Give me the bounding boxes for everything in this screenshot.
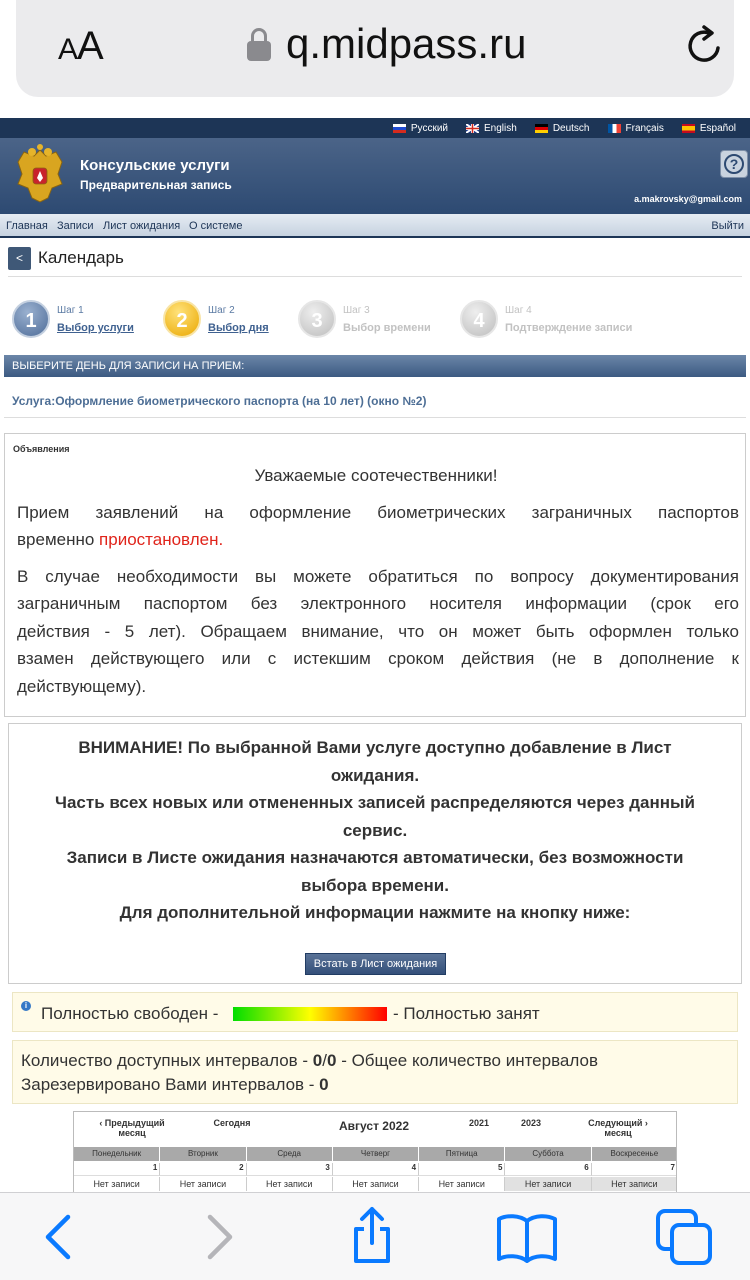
nav-home[interactable]: Главная	[6, 220, 48, 232]
announcement-line: действия - 5 лет). Обращаем внимание, что он может быть оформлен только	[17, 622, 739, 641]
address-bar[interactable]	[16, 0, 734, 97]
forward-arrow-icon[interactable]	[188, 1205, 252, 1269]
page-title: Календарь	[38, 248, 124, 267]
announcement-heading: Уважаемые соотечественники!	[254, 466, 498, 485]
divider	[4, 417, 746, 418]
step-2-name[interactable]: Выбор дня	[208, 322, 269, 334]
lang-russian[interactable]: Русский	[393, 123, 448, 134]
day-cell[interactable]: Нет записи	[419, 1177, 505, 1191]
date-number: 1	[74, 1163, 160, 1176]
announcements-title: Объявления	[13, 444, 70, 454]
back-arrow-icon[interactable]	[26, 1205, 90, 1269]
day-cell[interactable]: Нет записи	[74, 1177, 160, 1191]
url-text[interactable]: q.midpass.ru	[286, 20, 527, 67]
browser-toolbar	[0, 1192, 750, 1280]
weekday-label: Воскресенье	[592, 1147, 677, 1161]
site-title: Консульские услуги	[80, 157, 230, 174]
legend-busy-label: - Полностью занят	[393, 1004, 540, 1023]
day-cell[interactable]: Нет записи	[505, 1177, 591, 1191]
suspended-text: приостановлен.	[99, 530, 224, 549]
language-bar	[0, 118, 750, 138]
step-4-circle: 4	[460, 300, 498, 338]
announcements-panel	[4, 433, 746, 717]
help-icon: ?	[724, 154, 744, 174]
date-number: 3	[247, 1163, 333, 1176]
lang-francais[interactable]: Français	[608, 123, 664, 134]
next-month-link[interactable]: Следующий › месяц	[588, 1118, 648, 1138]
step-1-circle: 1	[12, 300, 50, 338]
weekday-label: Четверг	[333, 1147, 419, 1161]
step-3-label: Шаг 3	[343, 305, 370, 316]
share-icon[interactable]	[340, 1205, 404, 1269]
russia-flag-icon	[393, 124, 406, 133]
waitlist-text: ВНИМАНИЕ! По выбранной Вами услуге доступно добавление в Лист ожидания. Часть всех новых или отмененных записей распределяются через данный сервис. Записи в Листе ожидания назначаются автоматически, без возможности выбора времени. Для дополнительной информации нажмите на кнопку ниже:	[55, 738, 695, 922]
date-row	[74, 1163, 677, 1176]
nav-about[interactable]: О системе	[189, 220, 243, 232]
announcement-line: взамен действующего или с истекшим сроком действия (не в дополнение к	[17, 649, 739, 668]
join-waitlist-button[interactable]: Встать в Лист ожидания	[305, 953, 446, 975]
date-status-row	[74, 1177, 677, 1191]
step-3-circle: 3	[298, 300, 336, 338]
lang-deutsch[interactable]: Deutsch	[535, 123, 590, 134]
availability-gradient	[233, 1007, 387, 1021]
announcement-line: действующему).	[17, 677, 147, 696]
calendar	[73, 1111, 677, 1193]
day-cell[interactable]: Нет записи	[247, 1177, 333, 1191]
divider	[8, 276, 742, 277]
date-number: 7	[592, 1163, 677, 1176]
section-header: ВЫБЕРИТЕ ДЕНЬ ДЛЯ ЗАПИСИ НА ПРИЕМ:	[4, 355, 746, 377]
main-nav	[0, 214, 750, 238]
lang-espanol[interactable]: Español	[682, 123, 736, 134]
availability-legend	[12, 992, 738, 1032]
weekday-header	[74, 1147, 677, 1161]
site-subtitle: Предварительная запись	[80, 178, 232, 192]
weekday-label: Вторник	[160, 1147, 246, 1161]
step-2-label: Шаг 2	[208, 305, 235, 316]
day-cell[interactable]: Нет записи	[333, 1177, 419, 1191]
date-number: 2	[160, 1163, 246, 1176]
coat-of-arms-logo	[12, 144, 68, 208]
announcement-line: заграничным паспортом без электронного носителя информации (срок его	[17, 594, 739, 613]
nav-waitlist[interactable]: Лист ожидания	[103, 220, 181, 232]
weekday-label: Пятница	[419, 1147, 505, 1161]
back-button[interactable]: <	[8, 247, 31, 270]
lang-english[interactable]: English	[466, 123, 517, 134]
waitlist-notice	[8, 723, 742, 984]
day-cell[interactable]: Нет записи	[592, 1177, 677, 1191]
day-cell[interactable]: Нет записи	[160, 1177, 246, 1191]
weekday-label: Суббота	[505, 1147, 591, 1161]
announcement-line: В случае необходимости вы можете обратиться по вопросу документирования	[17, 567, 739, 586]
available-intervals: Количество доступных интервалов - 0/0 - Общее количество интервалов	[21, 1051, 598, 1070]
next-year-link[interactable]: 2023	[520, 1118, 542, 1128]
weekday-label: Среда	[247, 1147, 333, 1161]
step-1-label: Шаг 1	[57, 305, 84, 316]
step-2-circle: 2	[163, 300, 201, 338]
date-number: 4	[333, 1163, 419, 1176]
prev-month-link[interactable]: ‹ Предыдущий месяц	[99, 1118, 165, 1138]
announcement-line: временно приостановлен.	[17, 530, 224, 549]
weekday-label: Понедельник	[74, 1147, 160, 1161]
prev-year-link[interactable]: 2021	[468, 1118, 490, 1128]
user-email[interactable]: a.makrovsky@gmail.com	[634, 194, 742, 204]
germany-flag-icon	[535, 124, 548, 133]
selected-service: Услуга:Оформление биометрического паспорта (на 10 лет) (окно №2)	[12, 394, 427, 408]
reserved-intervals: Зарезервировано Вами интервалов - 0	[21, 1075, 329, 1094]
spain-flag-icon	[682, 124, 695, 133]
legend-free-label: Полностью свободен -	[41, 1004, 219, 1023]
info-icon: i	[21, 1001, 31, 1011]
reload-icon[interactable]	[682, 24, 726, 68]
step-4-name: Подтверждение записи	[505, 322, 633, 334]
site-header	[0, 138, 750, 214]
step-1-name[interactable]: Выбор услуги	[57, 322, 134, 334]
browser-top-bar	[0, 0, 750, 118]
lock-icon	[247, 28, 271, 62]
help-button[interactable]	[720, 150, 748, 178]
tabs-icon[interactable]	[652, 1205, 716, 1269]
bookmarks-icon[interactable]	[495, 1205, 559, 1269]
logout-link[interactable]: Выйти	[711, 220, 744, 232]
uk-flag-icon	[466, 124, 479, 133]
step-4-label: Шаг 4	[505, 305, 532, 316]
today-link[interactable]: Сегодня	[213, 1118, 251, 1128]
france-flag-icon	[608, 124, 621, 133]
text-size-button[interactable]: AA	[58, 24, 103, 68]
announcement-line: Прием заявлений на оформление биометрических заграничных паспортов	[17, 503, 739, 522]
date-number: 5	[419, 1163, 505, 1176]
calendar-month: Август 2022	[339, 1119, 409, 1133]
date-number: 6	[505, 1163, 591, 1176]
step-3-name: Выбор времени	[343, 322, 431, 334]
interval-counts	[12, 1040, 738, 1104]
nav-records[interactable]: Записи	[57, 220, 94, 232]
